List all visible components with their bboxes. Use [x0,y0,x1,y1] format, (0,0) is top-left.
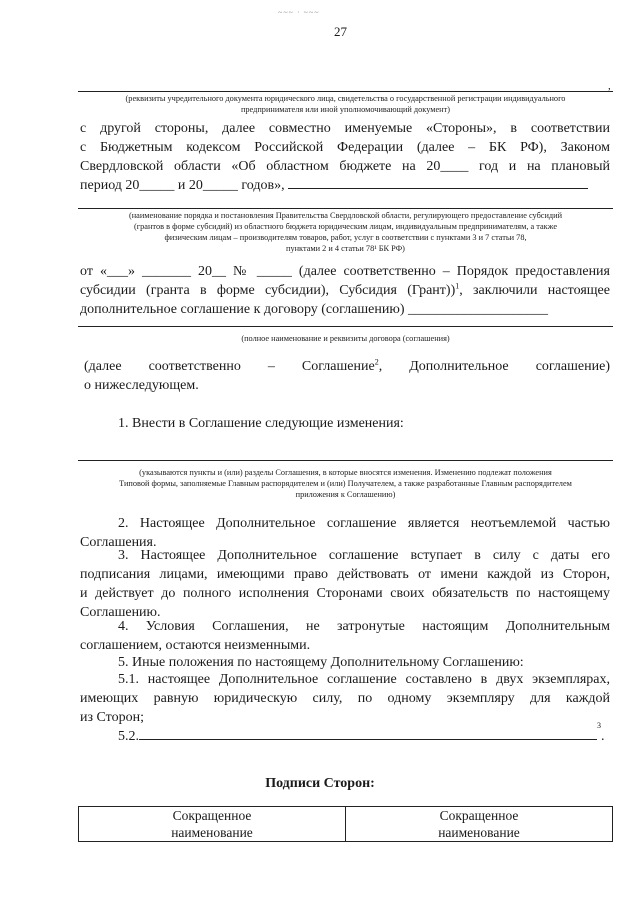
procedure-caption [78,210,613,254]
requisites-caption [78,93,613,115]
point-4-line: 4. Условия Соглашения, не затронутые настоящим Дополнительным [118,619,610,634]
procedure-fill-blank [288,176,588,189]
point-1: 1. Внести в Соглашение следующие изменения: [118,416,404,431]
changes-caption-line: приложения к Соглашению) [295,490,396,499]
requisites-fill-line [78,91,613,92]
scan-artifact: ~~~ · ~~~ [278,8,320,17]
trailing-comma: , [608,80,611,92]
order-line-text: , заключили настоящее [459,283,610,298]
footnote-marker: 2 [374,357,379,367]
changes-caption [78,467,613,500]
point-2-line: Соглашения. [80,535,157,550]
intro-line: Свердловской области «Об областном бюджете на 20____ год и на плановый [80,159,610,174]
procedure-caption-line: (грантов в форме субсидий) из областного бюджета юридическим лицам, индивидуальным предпринимателям, а также [133,222,558,231]
footnote-marker: 1 [455,281,460,291]
point-5-2-period: . [601,729,605,744]
point-3-line: подписания лицами, имеющими право действовать от имени каждой из Сторон, [80,567,610,582]
procedure-caption-line: (наименование порядка и постановления Правительства Свердловской области, регулирующего предоставление субсидий [128,211,563,220]
agreement-caption-line: (полное наименование и реквизиты договора (соглашения) [241,334,450,343]
intro-line-text: период 20_____ и 20_____ годов», [80,178,285,193]
intro-line: с другой стороны, далее совместно именуемые «Стороны», в соответствии [80,121,610,136]
signatures-title: Подписи Сторон: [265,776,375,791]
point-3-line: 3. Настоящее Дополнительное соглашение вступает в силу с даты его [118,548,610,563]
intro-line: с Бюджетным кодексом Российской Федерации (далее – БК РФ), Законом [80,140,610,155]
signature-cell-text: Сокращенное [172,808,252,823]
point-4-line: соглашением, остаются неизменными. [80,638,311,653]
order-line-text: субсидии (гранта в форме субсидии), Субсидия (Грант)) [80,283,456,298]
footnote-marker: 3 [597,721,601,731]
signature-cell-text: наименование [438,825,520,840]
order-line: от «___» _______ 20__ № _____ (далее соответственно – Порядок предоставления [80,264,610,279]
point-5-1-line: 5.1. настоящее Дополнительное соглашение составлено в двух экземплярах, [118,672,610,687]
point-5-2-label: 5.2. [118,729,139,744]
point-5: 5. Иные положения по настоящему Дополнительному Соглашению: [118,655,524,670]
procedure-fill-line [78,208,613,209]
point-5-1-line: из Сторон; [80,710,144,725]
signature-cell-text: наименование [171,825,253,840]
procedure-caption-line: пунктами 2 и 4 статьи 78¹ БК РФ) [286,244,405,253]
point-3-line: и действует до полного исполнения Сторонами своих обязательств по настоящему [80,586,610,601]
page-number: 27 [334,24,347,39]
signature-cell-text: Сокращенное [439,808,519,823]
procedure-caption-line: физическим лицам – производителям товаров, работ, услуг в соответствии с пунктами 3 и 7 статьи 78, [164,233,527,242]
definitions-text: , Дополнительное соглашение) [378,359,610,374]
order-line: дополнительное соглашение к договору (соглашению) ____________________ [80,302,548,317]
definitions-line [84,357,610,376]
signatures-row [79,807,613,842]
changes-fill-line [78,460,613,461]
agreement-fill-line [78,326,613,327]
point-5-2 [118,721,605,746]
point-2-line: 2. Настоящее Дополнительное соглашение является неотъемлемой частью [118,516,610,531]
definitions-line: о нижеследующем. [84,378,199,393]
signature-cell-right [346,807,613,842]
agreement-caption [78,333,613,344]
intro-line [80,176,610,195]
point-5-1-line: имеющих равную юридическую силу, по одному экземпляру для каждой [80,691,610,706]
definitions-text: (далее соответственно – Соглашение [84,359,375,374]
signature-cell-left [79,807,346,842]
point-5-2-fill-blank [139,727,597,740]
point-3-line: Соглашению. [80,605,161,620]
requisites-caption-line: (реквизиты учредительного документа юридического лица, свидетельства о государственной регистрации индивидуального [125,94,566,103]
changes-caption-line: (указываются пункты и (или) разделы Соглашения, в которые вносятся изменения. Изменению подлежат положения [139,468,552,477]
order-line [80,281,610,300]
requisites-caption-line: предпринимателя или иной уполномочивающий документ) [240,105,451,114]
changes-caption-line: Типовой формы, заполняемые Главным распорядителем и (или) Получателем, а также разработанные Главным распорядителем [119,479,572,488]
signatures-table [78,806,613,842]
